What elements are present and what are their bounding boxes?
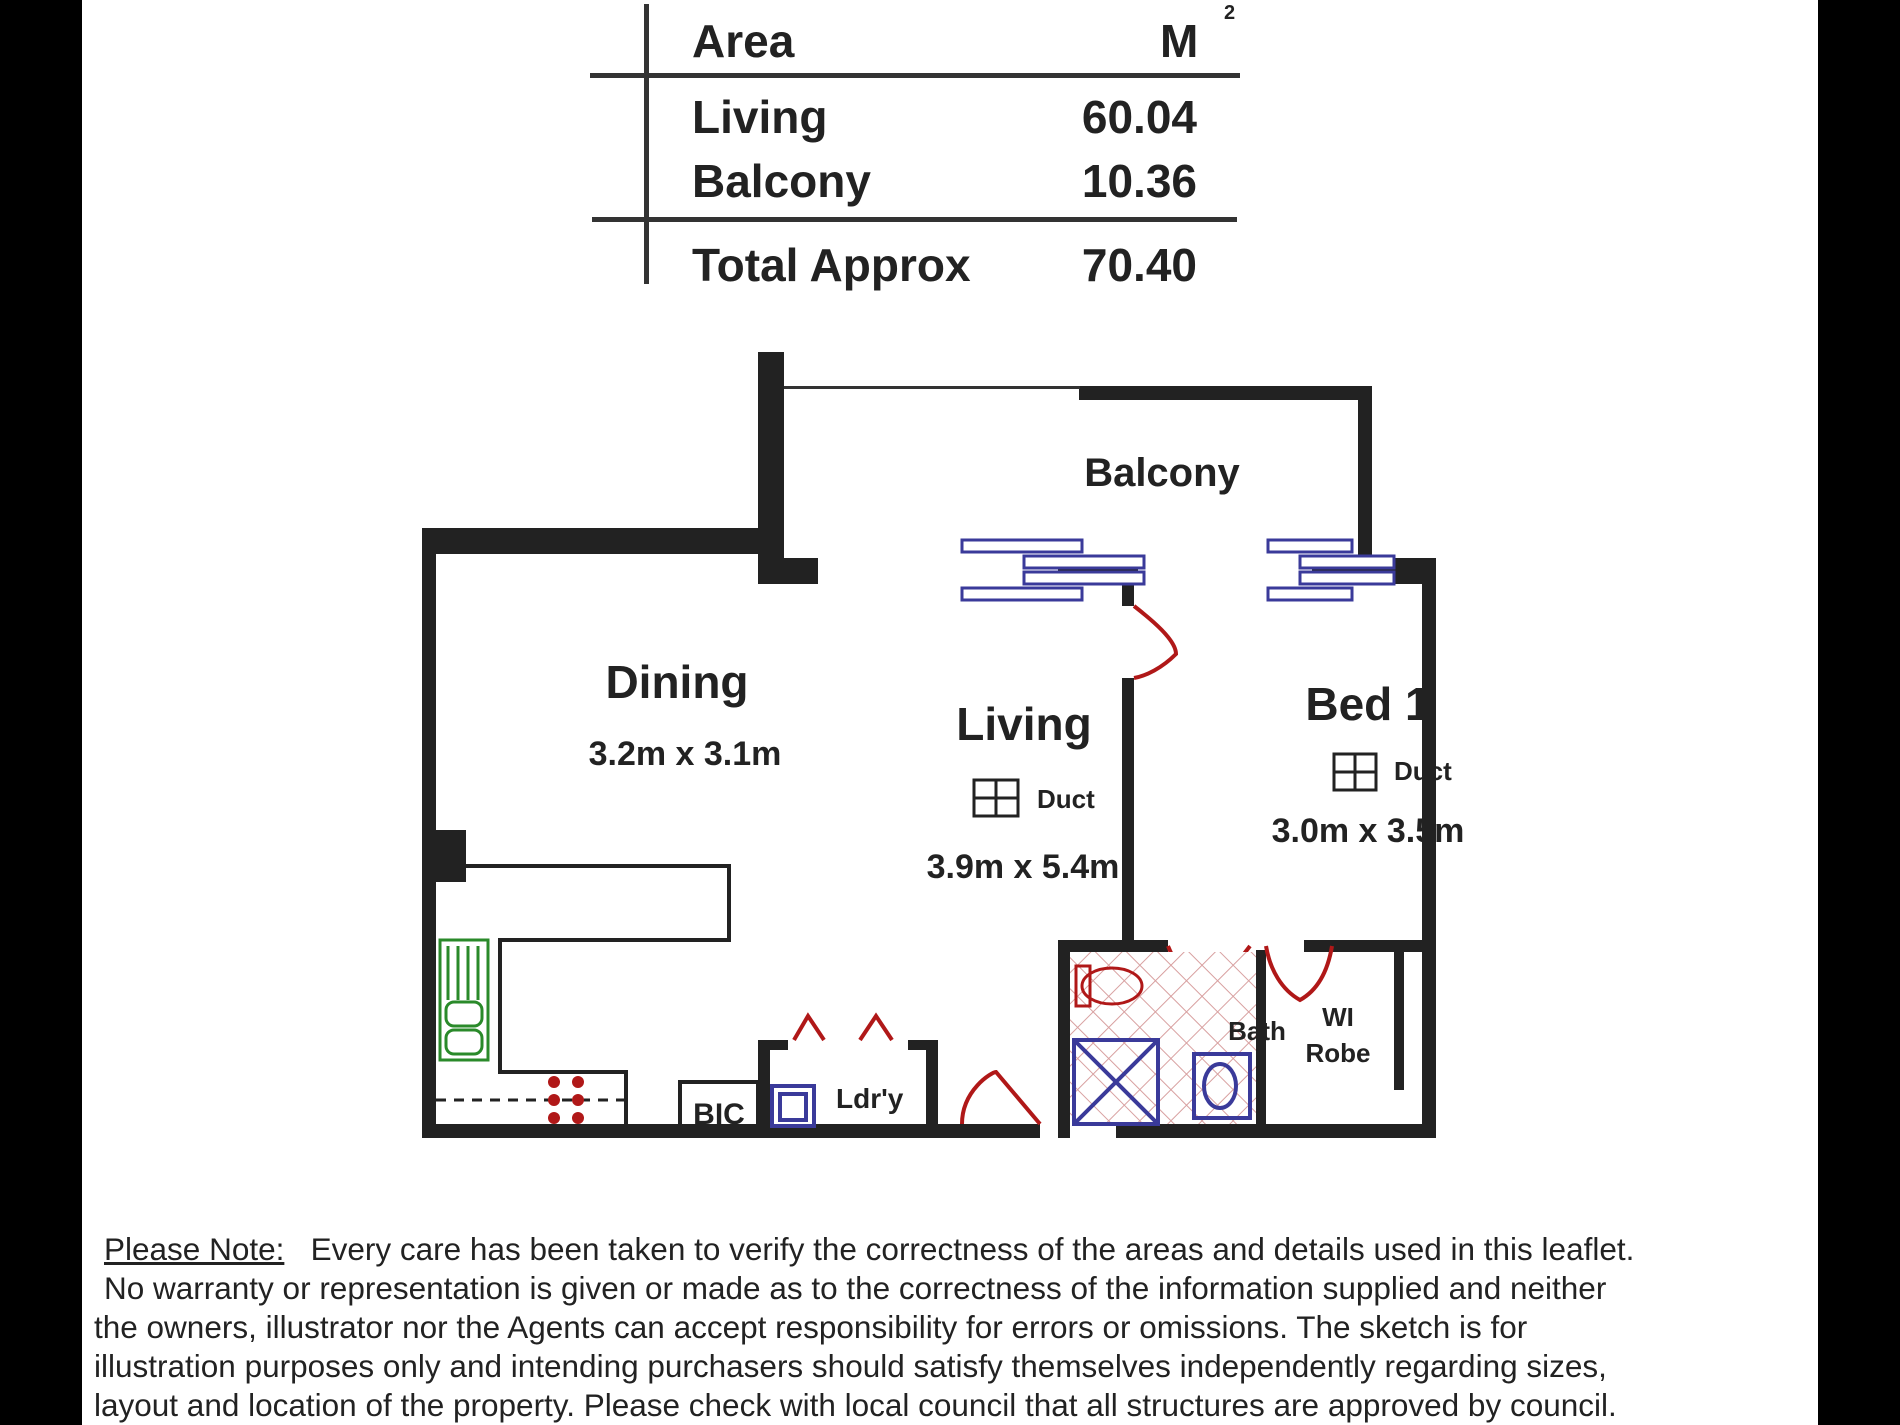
wall-dining-top — [422, 528, 784, 554]
entry-door — [962, 1072, 1040, 1124]
wi-robe-label-line1: WI — [1322, 1002, 1354, 1032]
wall-west — [422, 528, 436, 1138]
area-row-label: Balcony — [692, 155, 871, 207]
wall-living-bed — [1122, 584, 1134, 606]
wall-living-bed-lower — [1122, 678, 1134, 940]
wall-balcony-right — [1358, 386, 1372, 562]
bed1-dims: 3.0m x 3.5m — [1271, 812, 1465, 850]
wall-laundry-top-l — [758, 1040, 788, 1050]
laundry-doors — [794, 1016, 892, 1040]
wall-south-right — [1116, 1124, 1436, 1138]
note-line-2: No warranty or representation is given or made as to the correctness of the information supplied and neither — [104, 1270, 1607, 1306]
floorplan-sheet — [82, 0, 1818, 1425]
area-header-unit: M — [1160, 15, 1199, 67]
wall-bath-top-right — [1304, 940, 1422, 952]
balcony-rail — [784, 386, 1080, 389]
wall-dining-pier — [436, 830, 466, 882]
sink — [440, 940, 488, 1060]
area-row-label: Living — [692, 91, 828, 143]
living-dims: 3.9m x 5.4m — [926, 848, 1120, 886]
floor-plan — [82, 0, 1818, 1200]
area-total-value: 70.40 — [1081, 239, 1197, 291]
dining-dims: 3.2m x 3.1m — [588, 735, 782, 773]
wall-living-top-stub — [758, 558, 818, 584]
laundry-tub — [772, 1086, 814, 1126]
laundry-label: Ldr'y — [836, 1083, 904, 1114]
bath-label: Bath — [1228, 1016, 1286, 1046]
wall-laundry-right — [926, 1040, 938, 1138]
area-total-label: Total Approx — [692, 239, 971, 291]
dining-label: Dining — [605, 656, 749, 708]
note-line-4: illustration purposes only and intending purchasers should satisfy themselves independently regarding sizes, — [94, 1348, 1607, 1384]
wall-bath-left — [1058, 940, 1070, 1138]
living-label: Living — [956, 698, 1092, 750]
bic-label: BIC — [693, 1098, 745, 1131]
bed1-label: Bed 1 — [1305, 678, 1431, 730]
wall-balcony-top-right — [1079, 386, 1369, 400]
note-line-5: layout and location of the property. Please check with local council that all structures are approved by council. — [94, 1387, 1617, 1423]
area-row-value: 10.36 — [1081, 155, 1197, 207]
bedroom-door — [1134, 606, 1176, 678]
wall-robe-right — [1394, 950, 1404, 1090]
note-line-3: the owners, illustrator nor the Agents can accept responsibility for errors or omissions. The sketch is for — [94, 1309, 1528, 1345]
wall-bath-top — [1058, 940, 1168, 952]
balcony-label: Balcony — [1084, 451, 1240, 495]
note-line-1: Every care has been taken to verify the correctness of the areas and details used in this leaflet. — [310, 1231, 1635, 1267]
area-row-value: 60.04 — [1081, 91, 1197, 143]
wi-robe-label-line2: Robe — [1305, 1038, 1371, 1068]
duct-icon — [1334, 754, 1376, 790]
area-header-label: Area — [692, 15, 795, 67]
bed1-duct-label: Duct — [1394, 756, 1452, 786]
living-duct-label: Duct — [1037, 784, 1095, 814]
duct-icon — [974, 780, 1018, 816]
note-heading: Please Note: — [104, 1231, 285, 1267]
area-header-unit-superscript: 2 — [1224, 2, 1236, 24]
wall-laundry-top-r — [908, 1040, 938, 1050]
